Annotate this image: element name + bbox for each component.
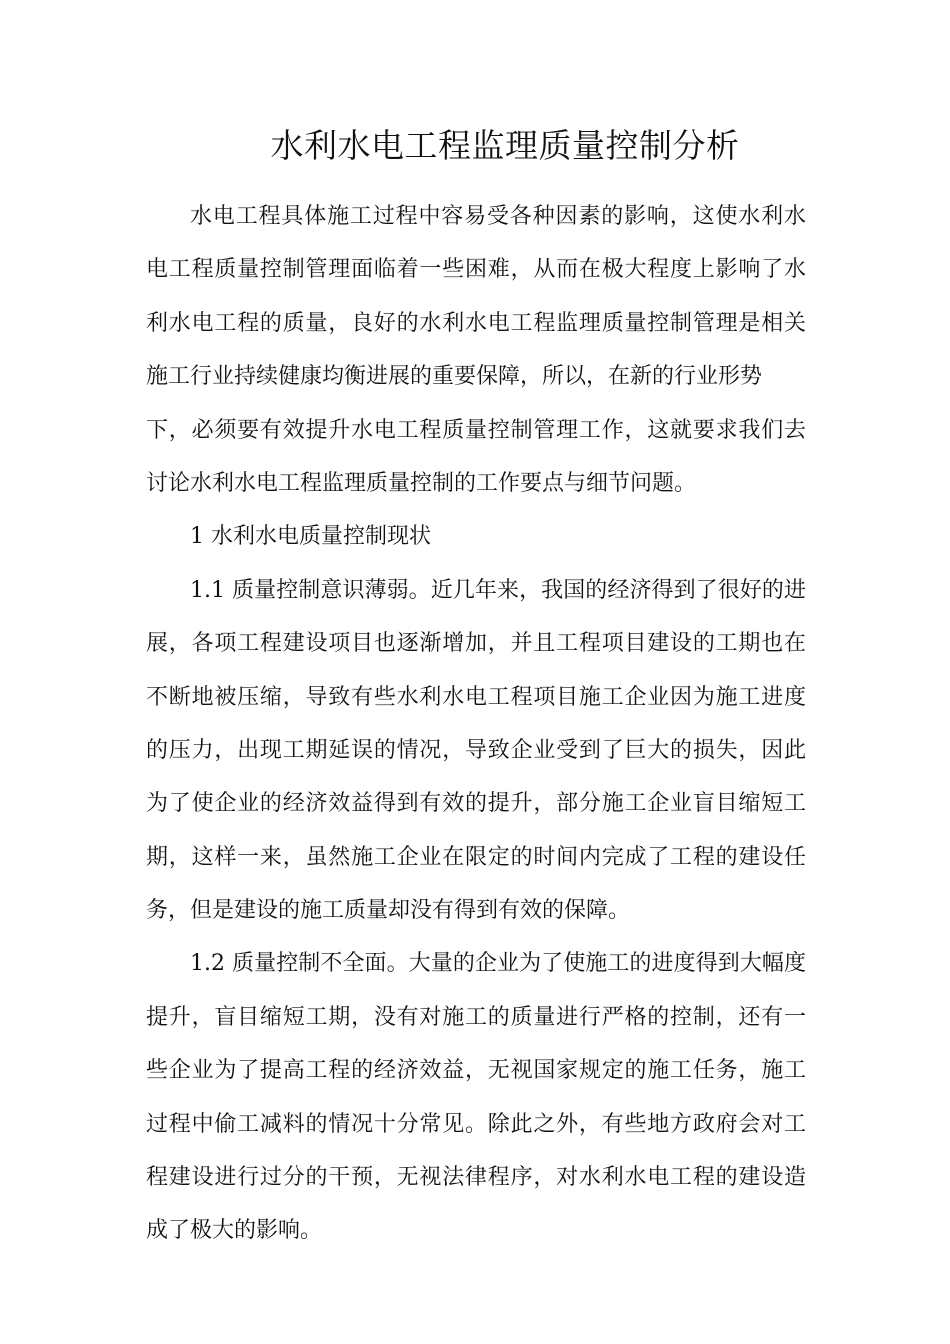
- paragraph-line: 期，这样一来，虽然施工企业在限定的时间内完成了工程的建设任: [146, 844, 806, 870]
- paragraph-line: 不断地被压缩，导致有些水利水电工程项目施工企业因为施工进度: [146, 684, 806, 710]
- paragraph-line: 施工行业持续健康均衡进展的重要保障，所以，在新的行业形势: [146, 364, 763, 390]
- document-body: [146, 190, 806, 1258]
- paragraph-1-2: [146, 937, 806, 1257]
- section-heading: [146, 510, 806, 563]
- paragraph-line: 些企业为了提高工程的经济效益，无视国家规定的施工任务，施工: [146, 1058, 806, 1084]
- paragraph-line: 展，各项工程建设项目也逐渐增加，并且工程项目建设的工期也在: [146, 631, 806, 657]
- paragraph-line: 为了使企业的经济效益得到有效的提升，部分施工企业盲目缩短工: [146, 791, 806, 817]
- paragraph-line: 过程中偷工减料的情况十分常见。除此之外，有些地方政府会对工: [146, 1111, 806, 1137]
- paragraph-line: 1.1 质量控制意识薄弱。近几年来，我国的经济得到了很好的进: [190, 577, 806, 603]
- paragraph-line: 成了极大的影响。: [146, 1218, 323, 1244]
- paragraph-line: 务，但是建设的施工质量却没有得到有效的保障。: [146, 898, 631, 924]
- paragraph-line: 下，必须要有效提升水电工程质量控制管理工作，这就要求我们去: [146, 417, 806, 443]
- paragraph-line: 利水电工程的质量，良好的水利水电工程监理质量控制管理是相关: [146, 310, 806, 336]
- section-heading-text: 1 水利水电质量控制现状: [190, 524, 431, 550]
- document-title: 水利水电工程监理质量控制分析: [270, 126, 740, 165]
- paragraph-line: 电工程质量控制管理面临着一些困难，从而在极大程度上影响了水: [146, 257, 806, 283]
- paragraph-1-1: [146, 564, 806, 938]
- paragraph-line: 1.2 质量控制不全面。大量的企业为了使施工的进度得到大幅度: [190, 951, 806, 977]
- paragraph-line: 的压力，出现工期延误的情况，导致企业受到了巨大的损失，因此: [146, 737, 806, 763]
- paragraph-intro: [146, 190, 806, 510]
- paragraph-line: 讨论水利水电工程监理质量控制的工作要点与细节问题。: [146, 470, 697, 496]
- paragraph-line: 水电工程具体施工过程中容易受各种因素的影响，这使水利水: [190, 204, 806, 229]
- paragraph-line: 提升，盲目缩短工期，没有对施工的质量进行严格的控制，还有一: [146, 1004, 806, 1030]
- paragraph-line: 程建设进行过分的干预，无视法律程序，对水利水电工程的建设造: [146, 1165, 806, 1191]
